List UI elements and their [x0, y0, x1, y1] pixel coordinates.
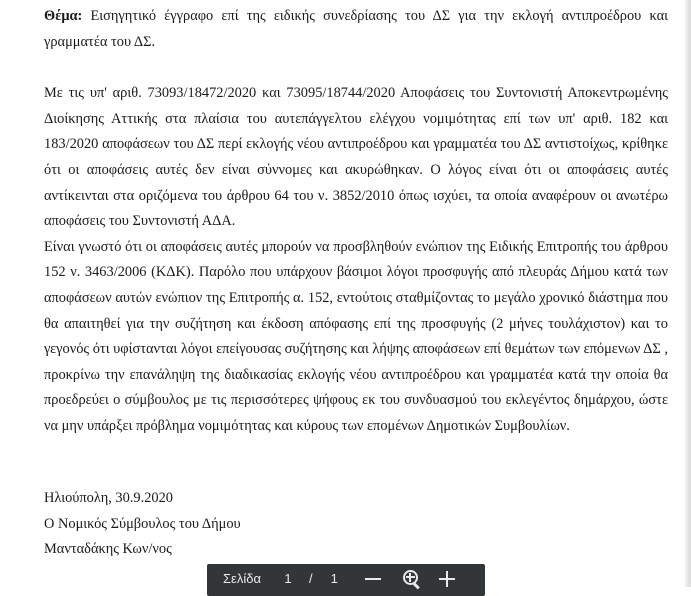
signer-title: Ο Νομικός Σύμβουλος του Δήμου — [44, 515, 241, 532]
zoom-out-icon[interactable] — [364, 570, 382, 588]
place-date: Ηλιούπολη, 30.9.2020 — [44, 490, 173, 506]
closing-block — [44, 486, 241, 563]
document-body — [44, 0, 668, 440]
subject-text: Εισηγητικό έγγραφο επί της ειδικής συνεδρίασης του ΔΣ για την εκλογή αντιπροέδρου και γραμματέα του ΔΣ. — [44, 8, 668, 50]
current-page-input[interactable]: 1 — [284, 571, 292, 586]
paragraph-1: Με τις υπ' αριθ. 73093/18472/2020 και 73095/18744/2020 Αποφάσεις του Συντονιστή Αποκεντρωμένης Διοίκησης Αττικής στα πλαίσια του αυτεπάγγελτου ελέγχου νομιμότητας επί των υπ' αριθ. 182 και 183/2020 αποφάσεων του ΔΣ περί εκλογής νέου αντιπροέδρου και γραμματέα του ΔΣ αντιστοίχως, κρίθηκε ότι οι αποφάσεις αυτές δεν είναι σύννομες και ακυρώθηκαν. Ο λόγος είναι ότι οι αποφάσεις αυτές αντίκεινται στα οριζόμενα του άρθρου 64 του ν. 3852/2010 όπως ισχύει, τα οποία αναφέρουν οι ανωτέρω αποφάσεις του Συντονιστή ΑΔΑ. — [44, 85, 668, 230]
total-pages: 1 — [330, 571, 338, 586]
page-label: Σελίδα — [223, 571, 261, 586]
subject-label: Θέμα: — [44, 8, 83, 24]
pdf-viewer-toolbar — [207, 564, 485, 596]
signer-name: Μανταδάκης Κων/νος — [44, 541, 172, 558]
page-separator: / — [308, 571, 313, 586]
paragraph-2: Είναι γνωστό ότι οι αποφάσεις αυτές μπορούν να προσβληθούν ενώπιον της Ειδικής Επιτροπής του άρθρου 152 ν. 3463/2006 (ΚΔΚ). Παρόλο που υπάρχουν βάσιμοι λόγοι προσφυγής από πλευράς Δήμου κατά των αποφάσεων αυτών ενώπιον της Επιτροπής α. 152, εντούτοις σταθμίζοντας το μεγάλο χρονικό διάστημα που θα απαιτηθεί για την συζήτηση και έκδοση απόφασης επί της προσφυγής (2 μήνες τουλάχιστον) και το γεγονός ότι υφίστανται λόγοι επείγουσας συζήτησης και λήψης αποφάσεων επί θεμάτων των επόμενων ΔΣ , προκρίνω την επανάληψη της διαδικασίας εκλογής νέου αντιπροέδρου και γραμματέα κατά την οποία θα προεδρεύει ο σύμβουλος με τις περισσότερες ψήφους εκ του συνδυασμού του εκλεγέντος δημάρχου, ώστε να μην υπάρξει πρόβλημα νομιμότητας και κύρους των επομένων Δημοτικών Συμβουλίων. — [44, 238, 668, 434]
page-edge-shadow — [685, 0, 691, 587]
zoom-fit-icon[interactable] — [402, 570, 420, 588]
zoom-in-icon[interactable] — [438, 570, 456, 588]
subject-line — [44, 0, 668, 55]
